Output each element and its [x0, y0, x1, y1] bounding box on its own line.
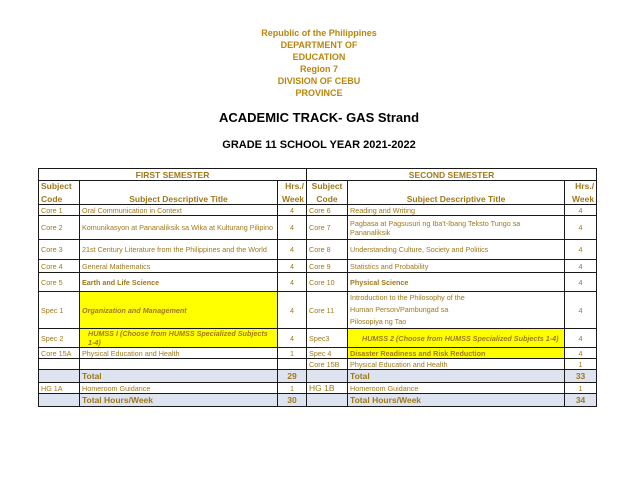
subject-title: HUMSS 2 (Choose from HUMSS Specialized Subjects 1-4): [348, 329, 565, 348]
header-republic: Republic of the Philippines: [261, 28, 377, 38]
subject-title: Physical Education and Health: [80, 348, 278, 359]
subject-hours: 4: [278, 273, 307, 292]
subject-title: General Mathematics: [80, 260, 278, 273]
subject-code: Core 15B: [307, 359, 348, 370]
subject-title: Oral Communication in Context: [80, 205, 278, 216]
total-label: Total: [348, 370, 565, 383]
table-row: [39, 273, 597, 292]
subject-code: Core 4: [39, 260, 80, 273]
subject-hours: 4: [565, 348, 597, 359]
subject-code: Spec3: [307, 329, 348, 348]
subject-hours: 1: [278, 383, 307, 394]
table-row: [39, 260, 597, 273]
subject-code: HG 1B: [307, 383, 348, 394]
total-row: [39, 370, 597, 383]
header-education: EDUCATION: [292, 52, 346, 62]
total-hours-label: Total Hours/Week: [80, 394, 278, 407]
table-row: [39, 205, 597, 216]
empty-cell: [39, 394, 80, 407]
subject-code: Spec 2: [39, 329, 80, 348]
subject-code: HG 1A: [39, 383, 80, 394]
subject-title: Understanding Culture, Society and Politics: [348, 240, 565, 260]
subject-title: Homeroom Guidance: [80, 383, 278, 394]
subject-hours: 4: [278, 205, 307, 216]
table-row: [39, 359, 597, 370]
subject-hours: 4: [565, 292, 597, 329]
subject-hours: 4: [278, 260, 307, 273]
empty-cell: [307, 394, 348, 407]
subject-hours: 4: [565, 273, 597, 292]
subject-hours: 1: [565, 383, 597, 394]
subject-title: 21st Century Literature from the Philippines and the World: [80, 240, 278, 260]
header-division: DIVISION OF CEBU: [277, 76, 361, 86]
subject-hours: 4: [565, 260, 597, 273]
subject-code: Spec 1: [39, 292, 80, 329]
subject-code: Core 15A: [39, 348, 80, 359]
subject-hours: 4: [278, 292, 307, 329]
hours-header: Hrs./ Week: [278, 181, 307, 205]
subject-code: Core 11: [307, 292, 348, 329]
subject-code: Core 6: [307, 205, 348, 216]
page-title: ACADEMIC TRACK- GAS Strand: [218, 110, 420, 125]
subject-code: Core 10: [307, 273, 348, 292]
subject-title: Physical Science: [348, 273, 565, 292]
table-row: [39, 240, 597, 260]
subject-title: Homeroom Guidance: [348, 383, 565, 394]
subject-code: Core 9: [307, 260, 348, 273]
total-hours-second: 33: [565, 370, 597, 383]
total-hours-label: Total Hours/Week: [348, 394, 565, 407]
subject-title: Pagbasa at Pagsusuri ng Iba't-Ibang Teksto Tungo sa Pananaliksik: [348, 216, 565, 240]
page-subtitle: GRADE 11 SCHOOL YEAR 2021-2022: [222, 139, 416, 151]
subject-title: Introduction to the Philosophy of the Human Person/Pambungad sa Pilosopiya ng Tao: [348, 292, 565, 329]
header-region: Region 7: [299, 64, 338, 74]
subject-code: Core 7: [307, 216, 348, 240]
table-row: [39, 292, 597, 329]
empty-cell: [39, 370, 80, 383]
total-label: Total: [80, 370, 278, 383]
total-hours-week-first: 30: [278, 394, 307, 407]
total-hours-row: [39, 394, 597, 407]
table-row: [39, 216, 597, 240]
subject-hours: 4: [565, 205, 597, 216]
subject-title: Earth and Life Science: [80, 273, 278, 292]
subject-hours: 1: [278, 348, 307, 359]
descriptive-title-header: Subject Descriptive Title: [348, 181, 565, 205]
subject-code: Core 1: [39, 205, 80, 216]
subject-code: Core 8: [307, 240, 348, 260]
table-row: [39, 348, 597, 359]
subject-code: Core 3: [39, 240, 80, 260]
subject-hours: 4: [278, 240, 307, 260]
empty-cell: [307, 370, 348, 383]
subject-hours: 4: [565, 240, 597, 260]
subject-title: Reading and Writing: [348, 205, 565, 216]
subject-title: Organization and Management: [80, 292, 278, 329]
subject-code: Core 2: [39, 216, 80, 240]
subject-hours: 4: [278, 329, 307, 348]
hours-header: Hrs./ Week: [565, 181, 597, 205]
subject-code: Spec 4: [307, 348, 348, 359]
curriculum-table: [38, 168, 597, 407]
descriptive-title-header: Subject Descriptive Title: [80, 181, 278, 205]
empty-cell: [278, 359, 307, 370]
header-department: DEPARTMENT OF: [280, 40, 358, 50]
subject-hours: 4: [565, 216, 597, 240]
empty-cell: [39, 359, 80, 370]
subject-title: Komunikasyon at Pananaliksik sa Wika at Kulturang Pilipino: [80, 216, 278, 240]
empty-cell: [80, 359, 278, 370]
subject-hours: 4: [565, 329, 597, 348]
first-semester-heading: FIRST SEMESTER: [39, 169, 307, 181]
header-province: PROVINCE: [295, 88, 343, 98]
subject-code-header: Subject Code: [39, 181, 80, 205]
subject-code: Core 5: [39, 273, 80, 292]
table-row: [39, 329, 597, 348]
subject-title: Statistics and Probability: [348, 260, 565, 273]
total-hours-first: 29: [278, 370, 307, 383]
total-hours-week-second: 34: [565, 394, 597, 407]
subject-title: HUMSS I (Choose from HUMSS Specialized Subjects 1-4): [80, 329, 278, 348]
subject-hours: 4: [278, 216, 307, 240]
subject-title: Physical Education and Health: [348, 359, 565, 370]
subject-title: Disaster Readiness and Risk Reduction: [348, 348, 565, 359]
second-semester-heading: SECOND SEMESTER: [307, 169, 597, 181]
subject-hours: 1: [565, 359, 597, 370]
subject-code-header: Subject Code: [307, 181, 348, 205]
homeroom-row: [39, 383, 597, 394]
